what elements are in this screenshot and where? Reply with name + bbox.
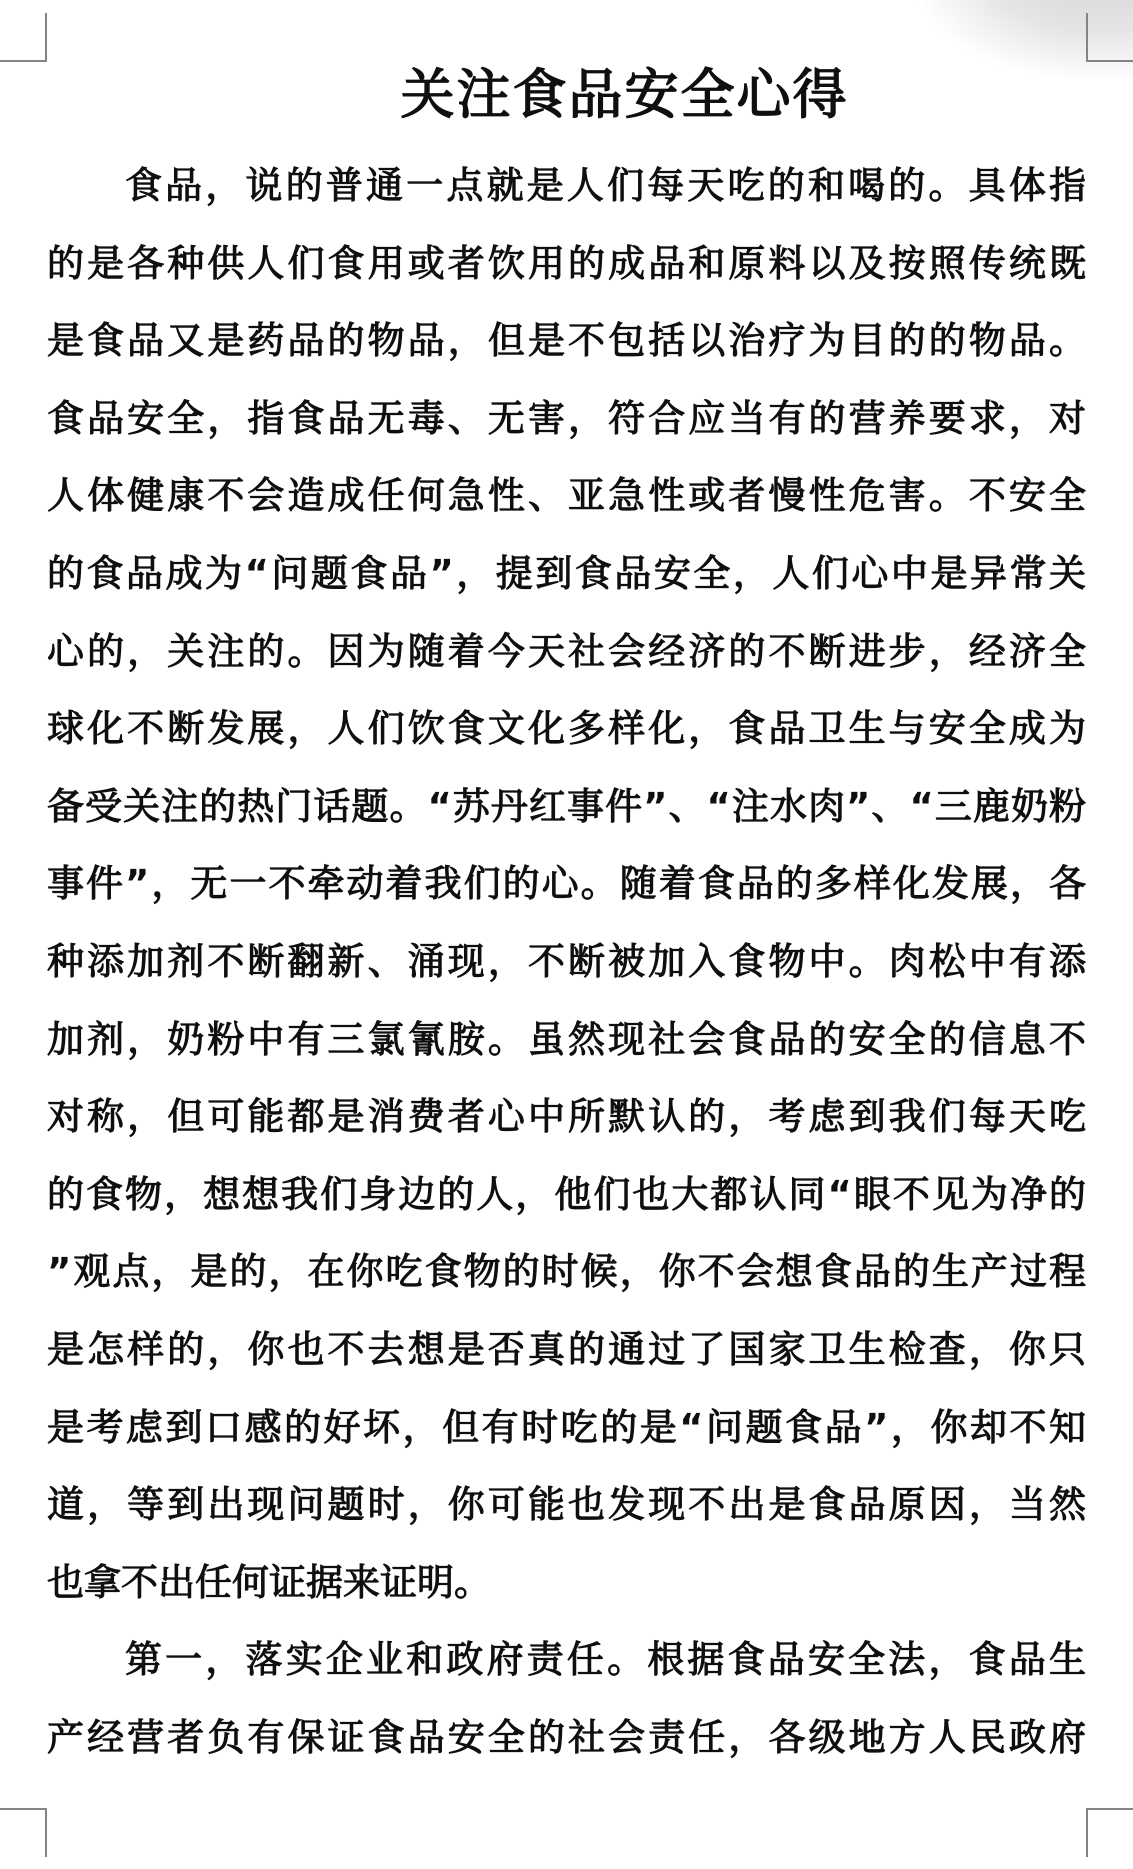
text-line: 球化不断发展，人们饮食文化多样化，食品卫生与安全成为: [47, 707, 1086, 751]
text-line: 备受关注的热门话题。“苏丹红事件”、“注水肉”、“三鹿奶粉: [47, 784, 1086, 828]
text-line: 种添加剂不断翻新、涌现，不断被加入食物中。肉松中有添: [47, 939, 1086, 983]
crop-mark-bottom-right: [1086, 1808, 1133, 1857]
text-line: 也拿不出任何证据来证明。: [47, 1560, 491, 1604]
text-line: 对称，但可能都是消费者心中所默认的，考虑到我们每天吃: [47, 1095, 1086, 1139]
crop-mark-bottom-left: [0, 1808, 47, 1857]
text-line: 第一，落实企业和政府责任。根据食品安全法，食品生: [125, 1638, 1086, 1682]
document-title: 关注食品安全心得: [400, 63, 849, 126]
text-line: 是怎样的，你也不去想是否真的通过了国家卫生检查，你只: [47, 1327, 1086, 1371]
text-line: ”观点，是的，在你吃食物的时候，你不会想食品的生产过程: [47, 1250, 1086, 1294]
text-line: 是考虑到口感的好坏，但有时吃的是“问题食品”，你却不知: [47, 1405, 1086, 1449]
text-line: 的是各种供人们食用或者饮用的成品和原料以及按照传统既: [47, 241, 1086, 285]
text-line: 道，等到出现问题时，你可能也发现不出是食品原因，当然: [47, 1483, 1086, 1527]
text-line: 加剂，奶粉中有三氯氰胺。虽然现社会食品的安全的信息不: [47, 1017, 1086, 1061]
text-line: 的食品成为“问题食品”，提到食品安全，人们心中是异常关: [47, 551, 1086, 595]
document-body: [47, 147, 1086, 1776]
crop-mark-top-left: [0, 13, 47, 62]
text-line: 心的，关注的。因为随着今天社会经济的不断进步，经济全: [47, 629, 1086, 673]
text-line: 食品，说的普通一点就是人们每天吃的和喝的。具体指: [125, 164, 1086, 207]
text-line: 产经营者负有保证食品安全的社会责任，各级地方人民政府: [47, 1715, 1086, 1759]
text-line: 是食品又是药品的物品，但是不包括以治疗为目的的物品。: [47, 319, 1086, 363]
text-line: 的食物，想想我们身边的人，他们也大都认同“眼不见为净的: [47, 1172, 1086, 1216]
text-line: 事件”，无一不牵动着我们的心。随着食品的多样化发展，各: [47, 862, 1086, 906]
text-line: 人体健康不会造成任何急性、亚急性或者慢性危害。不安全: [47, 474, 1086, 518]
text-line: 食品安全，指食品无毒、无害，符合应当有的营养要求，对: [47, 396, 1086, 440]
crop-mark-top-right: [1086, 13, 1133, 62]
